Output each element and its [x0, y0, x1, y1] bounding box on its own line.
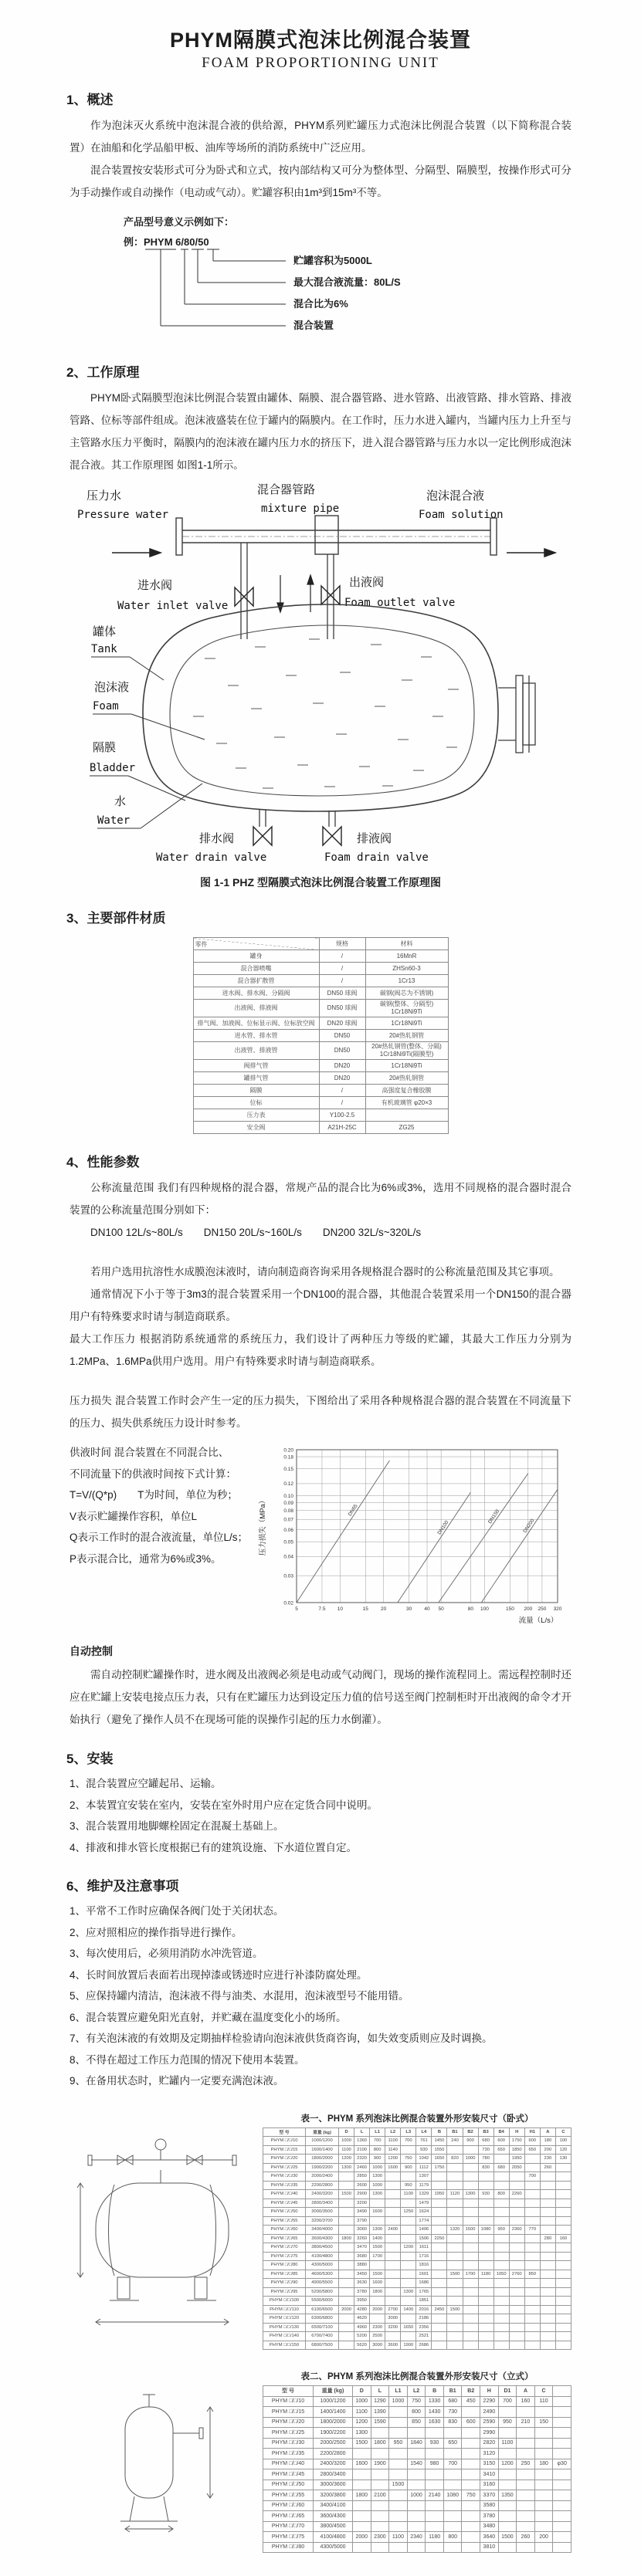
- table-row: PHYM □/□/45 2800/3400 3200 1479: [263, 2199, 571, 2208]
- list-item: Q表示工作时的混合液流量，单位L/s；: [70, 1532, 249, 1543]
- installation-list: [70, 1773, 571, 1858]
- maintenance-list: [70, 1901, 571, 2092]
- column-header: D1: [498, 2386, 517, 2397]
- y-tick-label: 0.15: [283, 1467, 293, 1473]
- table-row: PHYM □/□/20 1800/2000 1200 1590 850 1630 830 600 2590 950 210 150: [263, 2417, 571, 2428]
- section-4-paragraph-1: 公称流量范围 我们有四种规格的混合器，常规产品的混合比为6%或3%，选用不同规格的混合器时混合装置的公称流量范围分别如下：: [70, 1182, 571, 1216]
- label-water-inlet-valve-cn: 进水阀: [137, 579, 173, 592]
- table1-caption: 表一、PHYM 系列泡沫比例混合装置外形安装尺寸（卧式）: [300, 2114, 534, 2124]
- table-row: 混合器喷嘴 / ZHSn60-3: [193, 963, 448, 975]
- list-item: 9、在备用状态时，贮罐内一定要充满泡沫液。: [70, 2075, 284, 2087]
- list-item: 2、本装置宜安装在室内，安装在室外时用户应在定货合同中说明。: [70, 1799, 378, 1811]
- model-underline-lines: [145, 249, 286, 326]
- y-tick-label: 0.04: [283, 1554, 293, 1560]
- section-5-heading: 5、安装: [66, 1752, 114, 1766]
- label-foam-drain-cn: 排液阀: [357, 832, 392, 845]
- list-item: 7、有关泡沫液的有效期及定期抽样检验请向泡沫液供货商咨询，如失效变质则应及时调换。: [70, 2033, 493, 2044]
- water-inlet-valve-symbol: [235, 587, 253, 606]
- table2-section: [70, 2385, 571, 2553]
- y-tick-label: 0.02: [283, 1600, 293, 1606]
- x-tick-label: 80: [467, 1606, 473, 1612]
- table-row: PHYM □/□/60 3400/4100 3580: [263, 2500, 571, 2511]
- table-row: PHYM □/□/80 4300/5000 3880 1816: [263, 2261, 571, 2270]
- model-legend-flow: 最大混合液流量：80L/S: [293, 276, 401, 288]
- series-line-DN65: [297, 1461, 389, 1603]
- y-tick-label: 0.06: [283, 1527, 293, 1533]
- x-tick-label: 20: [381, 1606, 387, 1612]
- table-row: PHYM □/□/65 3600/4300 3780: [263, 2511, 571, 2522]
- list-item: 6、混合装置应避免阳光直射，并贮藏在温度变化小的场所。: [70, 2011, 347, 2023]
- inlet-drop-pipe: [241, 543, 247, 639]
- y-tick-label: 0.08: [283, 1508, 293, 1515]
- column-header: [553, 2386, 571, 2397]
- series-line-DN200: [481, 1489, 558, 1603]
- section-4-paragraph-5: 压力损失 混合装置工作时会产生一定的压力损失，下图给出了采用各种规格混合器的混合装置在不同流量下的压力、损失供系统压力设计时参考。: [70, 1395, 571, 1429]
- x-axis-label: 流量（L/s）: [518, 1616, 558, 1625]
- label-water-en: Water: [97, 814, 131, 827]
- series-line-DN150: [439, 1474, 528, 1603]
- column-header: H1: [524, 2127, 540, 2137]
- x-tick-label: 100: [480, 1606, 489, 1612]
- table-row: PHYM □/□/35 2200/2800 3120: [263, 2449, 571, 2459]
- flow-arrow-out: [507, 549, 555, 557]
- list-item: 1、平常不工作时应确保各阀门处于关闭状态。: [70, 1905, 284, 1917]
- table-row: 安全阀 A21H-25C ZG25: [193, 1122, 448, 1134]
- table-row: PHYM □/□/120 6300/6800 4620 3000 2186: [263, 2314, 571, 2324]
- list-item: 1、混合装置应空罐起吊、运输。: [70, 1778, 222, 1789]
- table-row: PHYM □/□/40 2400/3200 1600 1900 1540 980 700 3150 1200 250 180 φ30: [263, 2459, 571, 2469]
- table-row: PHYM □/□/150 6800/7500 5620 3000 3600 1900 2686: [263, 2341, 571, 2350]
- table-row: PHYM □/□/60 3400/4000 3060 1300 2400 1406 1320 1500 1080 950 2360 770: [263, 2226, 571, 2235]
- series-label-DN65: DN65: [347, 1503, 359, 1518]
- column-header: A: [540, 2127, 555, 2137]
- table-row: 罐排气管 DN20 20#热轧钢管: [193, 1072, 448, 1085]
- table-row: PHYM □/□/10 1000/1200 1000 1290 1000 750 1330 680 450 2290 700 160 110: [263, 2396, 571, 2407]
- series-label-DN100: DN100: [436, 1519, 450, 1536]
- table-row: PHYM □/□/65 3600/4300 1800 3260 1400 1506 2250 280 160: [263, 2234, 571, 2243]
- column-header: 规格: [319, 938, 365, 950]
- foam-outlet-valve-symbol: [321, 586, 340, 604]
- label-tank-cn: 罐体: [93, 625, 117, 638]
- table1-wrap: [263, 2127, 571, 2351]
- table-row: PHYM □/□/95 5200/5800 3780 1800 1300 1765: [263, 2287, 571, 2297]
- label-mixture-pipe-cn: 混合器管路: [257, 483, 316, 496]
- column-header: 型 号: [263, 2386, 314, 2397]
- label-water-cn: 水: [114, 795, 127, 808]
- y-tick-label: 0.07: [283, 1517, 293, 1523]
- drain-pipes: [259, 810, 335, 827]
- bladder-outline: [170, 625, 474, 796]
- y-tick-label: 0.12: [283, 1481, 293, 1488]
- column-header: 材料: [365, 938, 448, 950]
- x-tick-label: 200: [524, 1606, 533, 1612]
- label-foam-solution-en: Foam solution: [419, 509, 504, 521]
- x-tick-label: 50: [438, 1606, 444, 1612]
- column-header: B4: [493, 2127, 509, 2137]
- label-foam-en: Foam: [93, 700, 119, 713]
- column-header: 重量 (kg): [306, 2127, 339, 2137]
- table-row: PHYM □/□/30 2000/2400 2850 1300 1307 700: [263, 2172, 571, 2182]
- vertical-dimensions-table: [263, 2385, 571, 2553]
- label-foam-outlet-valve-en: Foam outlet valve: [344, 597, 456, 609]
- table-row: 混合器扩散管 / 1Cr13: [193, 975, 448, 987]
- table-row: PHYM □/□/50 3000/3600 1500 3160: [263, 2480, 571, 2490]
- table-row: PHYM □/□/130 6500/7100 4960 2300 3200 1650 2356: [263, 2323, 571, 2332]
- x-tick-label: 15: [362, 1606, 368, 1612]
- column-header: L1: [370, 2127, 385, 2137]
- model-legend-volume: 贮罐容积为5000L: [293, 255, 372, 266]
- section-3-heading: 3、主要部件材质: [66, 911, 166, 926]
- x-tick-label: 150: [505, 1606, 514, 1612]
- y-tick-label: 0.09: [283, 1500, 293, 1506]
- section-4-heading: 4、性能参数: [66, 1155, 140, 1170]
- table1-section: [70, 2127, 571, 2351]
- series-label-DN200: DN200: [522, 1518, 536, 1535]
- pressure-loss-chart-block: [249, 1442, 571, 1631]
- manhole-flange: [498, 675, 535, 753]
- flow-arrow-in: [112, 549, 161, 557]
- column-header: L2: [385, 2127, 401, 2137]
- figure-1-1: [70, 481, 571, 867]
- table-row: 位标 / 有机玻璃管 φ20×3: [193, 1097, 448, 1109]
- label-pressure-water-cn: 压力水: [86, 489, 122, 503]
- list-item: P表示混合比，通常为6%或3%。: [70, 1552, 222, 1565]
- column-header: 重量 (kg): [314, 2386, 353, 2397]
- list-item: 8、不得在超过工作压力范围的情况下使用本装置。: [70, 2053, 305, 2066]
- label-foam-drain-en: Foam drain valve: [324, 851, 429, 864]
- column-header: L2: [407, 2386, 426, 2397]
- water-drain-valve-symbol: [253, 827, 272, 845]
- working-principle-diagram: [70, 481, 571, 867]
- section-1-paragraph-2: 混合装置按安装形式可分为卧式和立式，按内部结构又可分为整体型、分隔型、隔膜型，按操作形式可分为手动操作或自动操作（电动或气动）。贮罐容积由1m³到15m³不等。: [70, 164, 571, 198]
- label-water-inlet-valve-en: Water inlet valve: [117, 600, 229, 612]
- list-item: 5、应保持罐内清洁，泡沫液不得与油类、水混用，泡沫液型号不能用错。: [70, 1990, 409, 2002]
- section-4-paragraph-3: 通常情况下小于等于3m3的混合装置采用一个DN100的混合器，其他混合装置采用一个DN150的混合器用户有特殊要求时请与制造商联系。: [70, 1288, 571, 1322]
- section-1-heading: 1、概述: [66, 93, 114, 107]
- section-4-paragraph-2: 若用户选用抗溶性水成膜泡沫液时，请向制造商咨询采用各规格混合器时的公称流量范围及其它事项。: [90, 1266, 560, 1278]
- table-row: 进水阀、排水阀、分隔阀 DN50 球阀 碳钢(阀芯为不锈钢): [193, 987, 448, 1000]
- table-row: 压力表 Y100-2.5: [193, 1109, 448, 1122]
- column-header: L1: [389, 2386, 408, 2397]
- table-row: PHYM □/□/40 2400/3200 1500 2900 1300 1100 1329 1950 1120 1300 930 800 2260: [263, 2190, 571, 2199]
- column-header: L4: [416, 2127, 432, 2137]
- column-header: B1: [443, 2386, 462, 2397]
- column-header: L: [371, 2386, 389, 2397]
- column-header: B2: [462, 2386, 480, 2397]
- label-foam-cn: 泡沫液: [94, 681, 130, 694]
- table-row: PHYM □/□/30 2000/2500 1500 1800 950 1840 930 650 2820 1100: [263, 2438, 571, 2449]
- y-tick-label: 0.05: [283, 1539, 293, 1545]
- x-tick-label: 320: [553, 1606, 562, 1612]
- column-header: 零件: [193, 938, 319, 950]
- column-header: 型 号: [263, 2127, 306, 2137]
- mixer-pipe: [176, 516, 497, 555]
- table-row: PHYM □/□/140 6700/7400 5200 2500 2521: [263, 2332, 571, 2341]
- table-row: 出液阀、排液阀 DN50 球阀 碳钢(整体、分隔型) 1Cr18Ni9Ti: [193, 1000, 448, 1017]
- column-header: B1: [447, 2127, 463, 2137]
- y-tick-label: 0.20: [283, 1447, 293, 1454]
- y-tick-label: 0.10: [283, 1493, 293, 1499]
- model-example-text: 例：PHYM 6/80/50: [124, 236, 209, 248]
- auto-control-heading: 自动控制: [70, 1645, 113, 1657]
- column-header: H: [509, 2127, 524, 2137]
- list-item: 3、混合装置用地脚螺栓固定在混凝土基础上。: [70, 1820, 284, 1832]
- x-tick-label: 30: [406, 1606, 412, 1612]
- table-row: PHYM □/□/70 3800/4500 3480: [263, 2521, 571, 2532]
- list-item: 2、应对照相应的操作指导进行操作。: [70, 1926, 242, 1938]
- model-legend-ratio: 混合比为6%: [293, 298, 348, 310]
- table-row: 出液管、排液管 DN50 20#热轧钢管(整体、分隔) 1Cr18Ni9Ti(隔膜型): [193, 1042, 448, 1060]
- vertical-tank-drawing: [70, 2385, 263, 2536]
- table-row: 阀排气管 DN20 1Cr18Ni9Ti: [193, 1060, 448, 1072]
- table-row: PHYM □/□/20 1800/2000 1200 2320 900 1200 750 1042 1650 820 1000 780 1950 230 130: [263, 2155, 571, 2164]
- table-row: PHYM □/□/70 3800/4500 3470 1500 1200 1611: [263, 2243, 571, 2253]
- table-row: PHYM □/□/100 5500/6000 3950 1851: [263, 2297, 571, 2306]
- table-row: PHYM □/□/90 4900/5500 3630 1600 1686: [263, 2279, 571, 2288]
- column-header: D: [339, 2127, 354, 2137]
- label-foam-solution-cn: 泡沫混合液: [426, 489, 485, 503]
- table-row: 排气阀、加液阀、位标显示阀、位标放空阀 DN20 球阀 1Cr18Ni9Ti: [193, 1017, 448, 1030]
- x-tick-label: 250: [538, 1606, 547, 1612]
- x-tick-label: 40: [424, 1606, 430, 1612]
- column-header: A: [517, 2386, 535, 2397]
- table-row: PHYM □/□/80 4300/5000 3810: [263, 2542, 571, 2553]
- pressure-loss-chart: [255, 1442, 571, 1631]
- x-tick-label: 10: [337, 1606, 343, 1612]
- column-header: D: [353, 2386, 371, 2397]
- materials-table: [193, 937, 449, 1134]
- table-row: PHYM □/□/55 3200/3700 3790 1774: [263, 2216, 571, 2226]
- table-row: PHYM □/□/25 1900/2200 1300 2460 1000 1600 900 1112 1750 830 680 2050 260: [263, 2163, 571, 2172]
- column-header: L: [354, 2127, 370, 2137]
- column-header: B3: [478, 2127, 493, 2137]
- model-intro-label: 产品型号意义示例如下：: [124, 216, 235, 228]
- performance-row: [70, 1442, 571, 1631]
- list-item: 3、每次使用后，必须用消防水冲洗管道。: [70, 1948, 263, 1959]
- table-row: PHYM □/□/45 2800/3400 3410: [263, 2469, 571, 2480]
- column-header: C: [555, 2127, 571, 2137]
- label-water-drain-en: Water drain valve: [156, 851, 267, 864]
- model-legend-device: 混合装置: [293, 320, 334, 331]
- label-bladder-en: Bladder: [90, 762, 136, 774]
- series-label-DN150: DN150: [487, 1508, 501, 1525]
- label-mixture-pipe-en: mixture pipe: [261, 503, 340, 515]
- table-row: 进水管、排水管 DN50 20#热轧钢管: [193, 1030, 448, 1042]
- y-tick-label: 0.18: [283, 1454, 293, 1461]
- label-water-drain-cn: 排水阀: [199, 832, 235, 845]
- table-row: PHYM □/□/110 6100/6500 2000 4280 2000 2700 1400 2016 2450 1500: [263, 2305, 571, 2314]
- table-row: PHYM □/□/10 1000/1200 1000 1360 700 1100 700 761 1450 240 900 680 600 1750 600 180 100: [263, 2137, 571, 2146]
- table2-caption: 表二、PHYM 系列泡沫比例混合装置外形安装尺寸（立式）: [300, 2372, 534, 2381]
- list-item: 4、长时间放置后表面若出现掉漆或锈迹时应进行补漆防腐处理。: [70, 1968, 368, 1981]
- x-tick-label: 5: [295, 1606, 298, 1612]
- table-row: PHYM □/□/75 4100/4800 2000 2300 1100 2340 1180 800 3640 1500 260 200: [263, 2532, 571, 2543]
- y-tick-label: 0.03: [283, 1573, 293, 1579]
- table-row: 罐身 / 16MnR: [193, 950, 448, 963]
- column-header: B: [426, 2386, 444, 2397]
- label-tank-en: Tank: [91, 643, 117, 655]
- auto-control-paragraph: 需自动控制贮罐操作时，进水阀及出液阀必须是电动或气动阀门，现场的操作流程同上。需远程控制时还应在贮罐上安装电接点压力表，只有在贮罐压力达到设定压力值的信号送至阀门控制柜时开出液阀的命令才开始执行（避免了操作人员不在现场可能的误操作引起的压力水倒灌）。: [70, 1669, 571, 1725]
- column-header: L3: [401, 2127, 416, 2137]
- model-designation-diagram: [124, 215, 510, 344]
- table-row: 隔膜 / 高强度复合橡胶膜: [193, 1085, 448, 1097]
- series-line-DN100: [398, 1492, 471, 1603]
- page-title: PHYM隔膜式泡沫比例混合装置: [169, 29, 471, 52]
- section-1-paragraph-1: 作为泡沫灭火系统中泡沫混合液的供给源，PHYM系列贮罐压力式泡沫比例混合装置（以下简称混合装置）在油船和化学品船甲板、油库等场所的消防系统中广泛应用。: [70, 120, 571, 154]
- column-header: C: [534, 2386, 553, 2397]
- y-axis-label: 压力损失（MPa）: [259, 1496, 267, 1556]
- table-row: PHYM □/□/15 1600/1400 1100 2100 800 1140 930 1550 730 650 1850 650 200 120: [263, 2145, 571, 2155]
- table2-wrap: [263, 2385, 571, 2553]
- list-item: T=V/(Q*p) T为时间，单位为秒；: [70, 1489, 238, 1501]
- horizontal-tank-drawing: [70, 2127, 263, 2348]
- list-item: V表示贮罐操作容积，单位L: [70, 1510, 198, 1522]
- column-header: H: [480, 2386, 499, 2397]
- table-row: PHYM □/□/55 3200/3800 1800 2100 1000 2140 1080 750 3370 1350: [263, 2490, 571, 2501]
- foam-texture-dashes: [193, 639, 459, 788]
- label-foam-outlet-valve-cn: 出液阀: [349, 576, 385, 589]
- figure-1-1-caption: 图 1-1 PHZ 型隔膜式泡沫比例混合装置工作原理图: [200, 876, 441, 889]
- list-item: 4、排液和排水管长度根据已有的建筑设施、下水道位置自定。: [70, 1841, 358, 1853]
- table-row: PHYM □/□/25 1900/2200 1300 2990: [263, 2428, 571, 2439]
- supply-time-block: [70, 1442, 249, 1631]
- section-2-heading: 2、工作原理: [66, 365, 140, 380]
- column-header: B: [432, 2127, 447, 2137]
- model-designation-figure: [124, 215, 571, 344]
- table-row: PHYM □/□/85 4600/5300 3450 1500 1601 1500 1700 1180 1050 2760 850: [263, 2270, 571, 2279]
- horizontal-dimensions-table: [263, 2127, 571, 2351]
- x-tick-label: 7.5: [318, 1606, 326, 1612]
- column-header: B2: [463, 2127, 478, 2137]
- foam-drain-valve-symbol: [323, 827, 341, 845]
- section-4-paragraph-4: 最大工作压力 根据消防系统通常的系统压力，我们设计了两种压力等级的贮罐，其最大工作压力分别为1.2MPa、1.6MPa供用户选用。用户有特殊要求时请与制造商联系。: [70, 1333, 571, 1367]
- table-row: PHYM □/□/50 3000/3500 3490 1600 1250 1624: [263, 2208, 571, 2217]
- table-row: PHYM □/□/15 1400/1400 1100 1390 800 1430 730 2490: [263, 2407, 571, 2418]
- tank-outline: [143, 604, 498, 811]
- table-row: PHYM □/□/35 2200/2800 2600 1000 950 1179: [263, 2181, 571, 2190]
- list-item: 不同流量下的供液时间按下式计算：: [70, 1467, 236, 1480]
- table-row: PHYM □/□/75 4100/4800 3680 1700 1716: [263, 2252, 571, 2261]
- section-2-paragraph: PHYM卧式隔膜型泡沫比例混合装置由罐体、隔膜、混合器管路、进水管路、出液管路、排水管路、排液管路、位标等部件组成。泡沫液盛装在位于罐内的隔膜内。在工作时，压力水进入罐内，当罐内压力上升至与主管路水压力平衡时，隔膜内的泡沫液在罐内压力水的挤压下，进入混合器管路与压力水以一定比例形成泡沫混合液。其工作原理图 如图1-1所示。: [70, 392, 571, 471]
- list-item: 供液时间 混合装置在不同混合比、: [70, 1447, 229, 1458]
- label-pressure-water-en: Pressure water: [77, 509, 169, 521]
- page-subtitle: FOAM PROPORTIONING UNIT: [202, 55, 439, 71]
- nominal-flow-ranges: DN100 12L/s~80L/s DN150 20L/s~160L/s DN200 32L/s~320L/s: [90, 1227, 422, 1238]
- label-bladder-cn: 隔膜: [93, 741, 117, 754]
- section-6-heading: 6、维护及注意事项: [66, 1879, 179, 1894]
